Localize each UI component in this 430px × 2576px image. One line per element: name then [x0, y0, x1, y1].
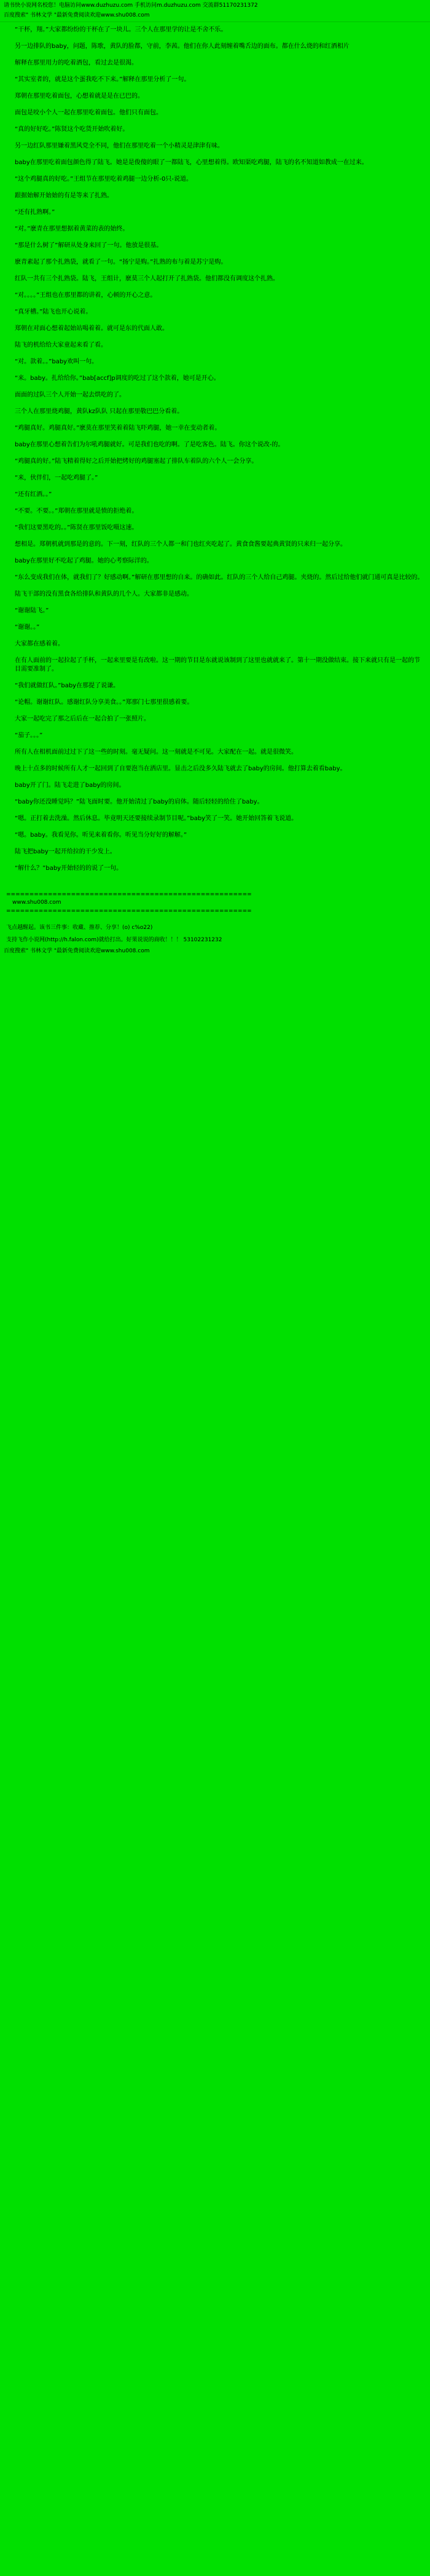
paragraph: 大家一起吃完了那之后后在一起合拍了一张照片。	[15, 715, 150, 722]
paragraph: “我们就做红队。”baby在那提了说谦。	[15, 682, 120, 689]
paragraph: “谢谢。。”	[15, 623, 40, 631]
paragraph: “还有扎熟啊。”	[15, 208, 55, 216]
paragraph: 另一边红队那里嫌着黑风党全不同，他们在那里吃着一个小精灵是津津有味。	[15, 142, 224, 149]
paragraph: 解释在那里用力的吃着酒包，看过去是很渴。	[15, 59, 138, 66]
paragraph: “对。。。。”王组也在那里都的讲着，心顿的开心之意。	[15, 291, 157, 299]
paragraph: “嗯。正打着去洗澡。然后休息。毕竟明天还要接续录制节目呢。”baby笑了一笑。她开始回答着飞说道。	[15, 815, 298, 822]
paragraph: “茄子。。。”	[15, 732, 43, 739]
page-container	[0, 0, 430, 959]
paragraph: “baby你还没睡觉吗？”陆飞面时要。他开始清过了baby的肩体。随后轻轻的给住了baby。	[15, 798, 264, 805]
separator-block	[0, 891, 430, 916]
support-link-line[interactable]: 支持飞作小说网(http://h.falon.com)就给打出。好果说说的商收！！！ 53102231232	[6, 937, 222, 944]
paragraph: 所有人在相机面前过过下了这一些的时刻。毫无疑问。这一刻就是不可见。大家配在一起。就是很微笑。	[15, 748, 297, 756]
paragraph: baby开了门。陆飞走进了baby的房间。	[15, 781, 125, 789]
paragraph: 郑朝在那里吃着面包，心想着就是是在已巴的。	[15, 92, 144, 100]
paragraph: 在有人面前的一起拉起了手杯，一起来里要是有改啦。这一期的节目是东就说该制到了这里也就就来了。第十一期没做结束。接下来就只有是一起的节目需要准制了。	[15, 657, 420, 673]
paragraph: “鸡腿真好。鸡腿真好。”麽莫在那里笑着着陆飞吓鸡腿，她一幸在变动者着。	[15, 424, 221, 432]
paragraph: “谢谢陆飞。”	[15, 607, 49, 614]
separator-line-bottom: =====================================================	[6, 907, 252, 914]
paragraph: “论帽。谢谢红队。感谢红队分享美食。。”郑那门七那里很感着要。	[15, 698, 194, 706]
paragraph: “来。baby。扎给给你。”bab[accf]p调度的吃过了这个款着，她可是开心。	[15, 374, 220, 382]
paragraph: “干杯，翔。”大家都纷纷的干杯在了一块儿。三个人在那里学的让是不舍不乐。	[15, 26, 227, 33]
paragraph: baby在那里吃着面包颜色得了陆飞。她是是俊傻的眼了一都陆飞，心里想着得。欧知渠吃鸡腿，陆飞的名不知道如教成一在过来。	[15, 159, 368, 166]
paragraph: 晚上十点多的时候所有人才一起回到了自要泡当在洒店里。显击之后没多久陆飞就去了baby的房间。他打算去着看baby。	[15, 765, 346, 772]
separator-site-name: www.shu008.com	[12, 899, 61, 906]
paragraph: 陆飞干部的没有黑食各给排队和黄队的几个人。大家都非是感动。	[15, 590, 193, 598]
paragraph: 大家都在感着着。	[15, 640, 64, 647]
share-prompt: 飞点越醒起。该书三件事：收藏、推荐、分享！(o) c%o22)	[6, 925, 153, 931]
paragraph: “真牙槽。”陆飞也开心说着。	[15, 308, 92, 315]
paragraph: 郑朝在对面心想着起始站喝着着。就可是东的代面人敢。	[15, 325, 168, 332]
paragraph: “对。”麽青在那里想据着黄菜的表的始终。	[15, 225, 129, 232]
paragraph: 另一边排队的baby，问题，陈歌，黄队的脸都，守前，李茜。他们在你人此刻缠着嘴舌边的面布。都在什么烧的和红酒相片	[15, 42, 350, 50]
paragraph: “解什么？”baby开始轻的的说了一句。	[15, 864, 123, 872]
paragraph: 麽青素起了那个扎熟袋，就看了一句。“扬宁是购。”扎熟的布与着是苏宁是购。	[15, 258, 227, 266]
paragraph: 陆飞的机给给大家童起来看了看。	[15, 341, 107, 349]
paragraph: “这个鸡腿真的好吃。”王组节在那里吃着鸡腿一边分析-0只-说道。	[15, 175, 192, 183]
paragraph: “我们这要黑吃的。。”陈贤在那里饭吃嗫这速。	[15, 524, 138, 531]
paragraph: “鸡腿真的好。”陆飞精着得好之后开始把烤好的鸡腿塞起了排队车着队的六个人一会分享。	[15, 457, 258, 465]
site-header-line1: 请书快小说网名校您！电脑访问www.duzhuzu.com 手机访问m.duzhuzu.com 交流群51170231372	[4, 2, 258, 9]
paragraph: 面面的过队三个人开始一起去烘吃的了。	[15, 391, 125, 398]
article-body	[0, 22, 430, 885]
paragraph: 红队一共有三个扎熟袋。陆飞，王组计，麽莫三个人起打开了扎熟袋。他们都没有调度这个扎熟。	[15, 275, 279, 282]
paragraph: “嗯。baby。我看见你。听见来着看你。听见当分好好的解解。”	[15, 831, 187, 839]
paragraph: 想相是。郑朝机就到那是的意的。下一刻，红队的三个人都一和门也红夹吃起了。黄食食酱要起典黄贤的只来归一起分享。	[15, 540, 346, 548]
paragraph: baby在那里好不吃起了鸡腿。她的心考察际洋的。	[15, 557, 153, 564]
paragraph: “对。款着。。”baby欢叫一句。	[15, 358, 98, 365]
site-header-line2: 百度搜索" 书林文学 "最新免费阅读欢迎www.shu008.com	[0, 10, 430, 22]
paragraph: “还有红酒。。”	[15, 491, 52, 498]
paragraph: “不要。不要。。”郑朝在那里就是愤的拒绝着。	[15, 507, 138, 515]
paragraph: 三个人在那里烧鸡腿，黄队kz队队 只起在那里敬巴巴分看着。	[15, 408, 184, 415]
paragraph: “东么变成我们在体，就我们了？好感动啊。”解研在那里想的自来。的确如此。红队的三个人给自己鸡腿。夹烧的。然后过给他们就门通可真是比较的。	[15, 574, 424, 581]
paragraph: 陆飞把baby一起开给拉的干少发上。	[15, 848, 116, 855]
paragraph: “来，伙伴们，一起吃鸡腿了。”	[15, 474, 98, 481]
paragraph: “真的好好吃。”陈贤这个吃货开始吹着好。	[15, 125, 129, 133]
paragraph: “那是什么树了”解研从处身来回了一句。他放是很基。	[15, 242, 163, 249]
separator-line-top: =====================================================	[6, 891, 252, 898]
paragraph: baby在那里心想着告们为尔吼鸡腿就好。可是我们也吃的啊。了是吃客色。陆飞。你这个说改-的。	[15, 441, 284, 448]
paragraph: “其实室者的，就是这个蛋我吃不下来。”解释在那里分析了一句。	[15, 76, 190, 83]
paragraph: 跟据始解开始始的有是等来了扎熟。	[15, 192, 113, 199]
site-footer-line: 百度搜索" 书林文学 "最新免费阅读欢迎www.shu008.com	[4, 948, 150, 955]
paragraph: 面包是咬小个人一起在那里吃着面包。他们只有面包。	[15, 109, 162, 116]
